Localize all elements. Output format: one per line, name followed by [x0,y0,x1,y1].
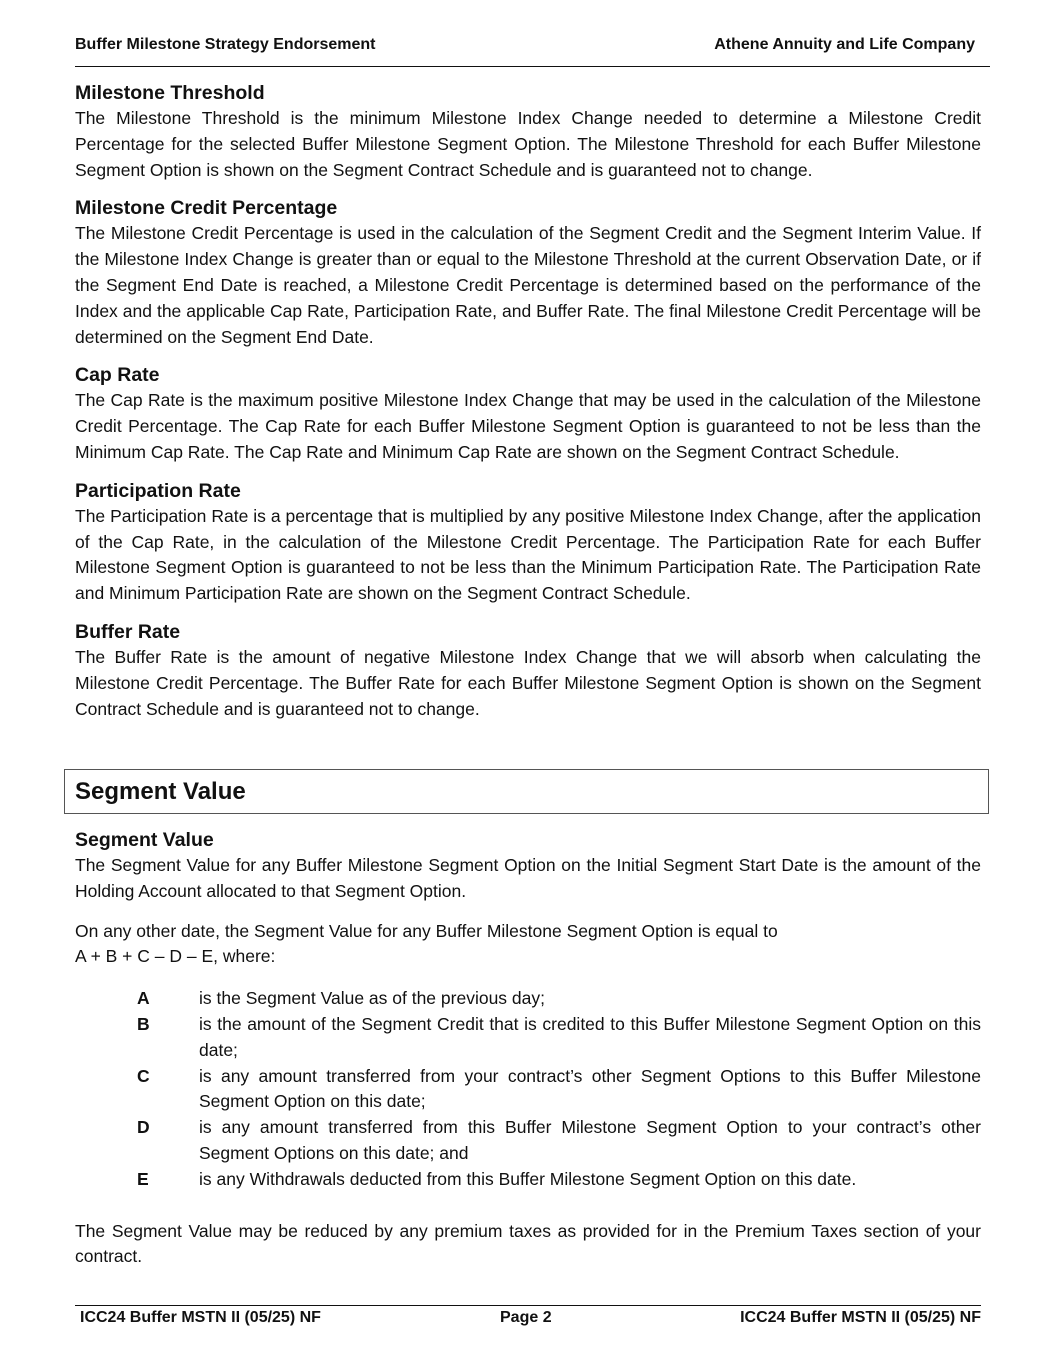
formula-line-2: A + B + C – D – E, where: [75,946,276,967]
section-heading: Buffer Rate [75,620,181,643]
definition-item [137,1064,981,1116]
section-heading: Milestone Threshold [75,82,265,104]
definition-key: B [137,1013,150,1034]
segment-intro: The Segment Value for any Buffer Milestone Segment Option on the Initial Segment Start Date is the amount of the Holding Account allocated to that Segment Option. [75,855,981,901]
header-company: Athene Annuity and Life Company [714,36,975,53]
segment-value-box-heading [64,769,989,814]
section-milestone-threshold [75,80,981,183]
definition-key: A [137,988,150,1009]
footer-form-number-left: ICC24 Buffer MSTN II (05/25) NF [80,1309,321,1326]
definition-list [137,986,981,1192]
section-body: The Buffer Rate is the amount of negative Milestone Index Change that we will absorb when calculating the Milestone Credit Percentage. The Buffer Rate for each Buffer Milestone Segment Option is shown on the Segment Contract Schedule and is guaranteed not to change. [75,646,981,719]
segment-value-content [75,827,981,1270]
definition-key: D [137,1117,150,1138]
section-heading: Participation Rate [75,479,241,502]
section-body: The Milestone Threshold is the minimum Milestone Index Change needed to determine a Milestone Credit Percentage for the selected Buffer Milestone Segment Option. The Milestone Threshold for each Buffer Milestone Segment Option is shown on the Segment Contract Schedule and is guaranteed not to change. [75,108,981,180]
definition-text: is the Segment Value as of the previous day; [199,988,545,1009]
definition-item [137,1167,981,1193]
section-heading: Cap Rate [75,364,160,387]
box-title: Segment Value [75,778,246,805]
section-body: The Cap Rate is the maximum positive Milestone Index Change that may be used in the calculation of the Milestone Credit Percentage. The Cap Rate for each Buffer Milestone Segment Option is guaranteed to not be less than the Minimum Cap Rate. The Cap Rate and Minimum Cap Rate are shown on the Segment Contract Schedule. [75,390,981,462]
section-body: The Participation Rate is a percentage that is multiplied by any positive Milestone Index Change, after the application of the Cap Rate, in the calculation of the Milestone Credit Percentage. The Participation Rate for each Buffer Milestone Segment Option is guaranteed to not be less than the Minimum Participation Rate. The Participation Rate and Minimum Participation Rate are shown on the Segment Contract Schedule. [75,505,981,604]
formula-line-1: On any other date, the Segment Value for any Buffer Milestone Segment Option is equal to [75,920,778,941]
header-title: Buffer Milestone Strategy Endorsement [75,36,376,53]
definitions-content [75,80,981,734]
segment-heading: Segment Value [75,829,214,851]
definition-text: is any Withdrawals deducted from this Buffer Milestone Segment Option on this date. [199,1168,857,1189]
section-body: The Milestone Credit Percentage is used in the calculation of the Segment Credit and the Segment Interim Value. If the Milestone Index Change is greater than or equal to the Milestone Threshold at the current Observation Date, or if the Segment End Date is reached, a Milestone Credit Percentage is determined based on the performance of the Index and the applicable Cap Rate, Participation Rate, and Buffer Rate. The final Milestone Credit Percentage will be determined on the Segment End Date. [75,223,981,347]
definition-text: is any amount transferred from this Buffer Milestone Segment Option to your contract’s other Segment Options on this date; and [199,1117,981,1163]
definition-item [137,986,981,1012]
footer-page-number: Page 2 [500,1309,552,1326]
footer-form-number-right: ICC24 Buffer MSTN II (05/25) NF [740,1309,981,1326]
page-header [75,36,990,67]
section-heading: Milestone Credit Percentage [75,197,338,220]
section-buffer-rate [75,619,981,722]
segment-closing: The Segment Value may be reduced by any premium taxes as provided for in the Premium Taxes section of your contract. [75,1220,981,1267]
definition-key: E [137,1168,149,1189]
page-footer [75,1305,981,1336]
definition-item [137,1115,981,1167]
definition-text: is the amount of the Segment Credit that is credited to this Buffer Milestone Segment Option on this date; [199,1013,981,1060]
definition-key: C [137,1065,150,1086]
section-cap-rate [75,362,981,465]
section-participation-rate [75,478,981,607]
definition-item [137,1012,981,1064]
section-milestone-credit-percentage [75,195,981,350]
definition-text: is any amount transferred from your contract’s other Segment Options to this Buffer Milestone Segment Option on this date; [199,1065,981,1112]
